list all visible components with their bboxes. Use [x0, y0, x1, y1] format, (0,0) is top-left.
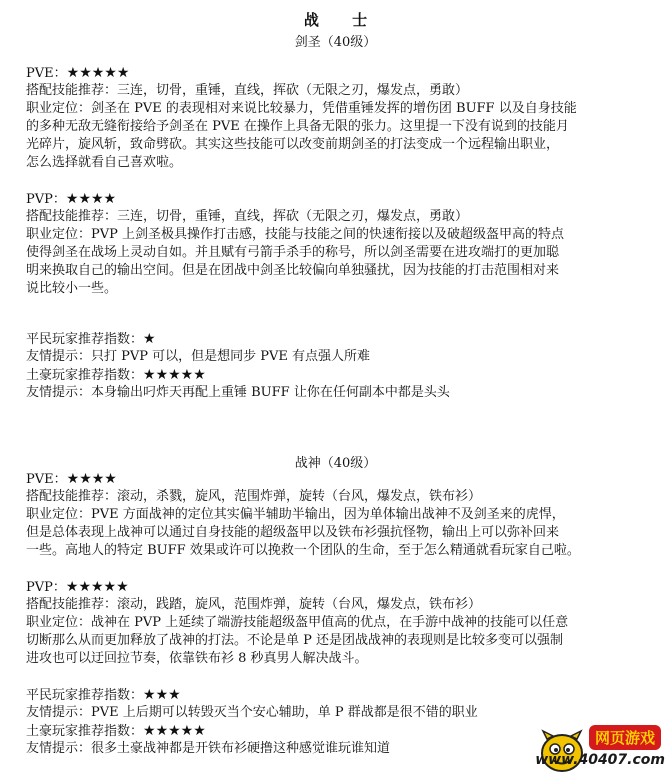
s1-pve-stars: ★★★★★ — [66, 65, 130, 81]
s1-rich-rating — [26, 366, 646, 385]
s2-pve-label: PVE： — [26, 472, 67, 487]
s1-pve-skills: 搭配技能推荐：三连，切骨，重锤，直线，挥砍（无限之刃，爆发点，勇敢） — [26, 83, 469, 98]
s2-pve-stars: ★★★★ — [66, 471, 117, 487]
s1-pvp-skills: 搭配技能推荐：三连，切骨，重锤，直线，挥砍（无限之刃，爆发点，勇敢） — [26, 209, 469, 224]
watermark-url: www.40407.com — [535, 752, 665, 768]
s1-pve-rating — [26, 64, 646, 83]
s1-pve-label: PVE： — [26, 66, 67, 81]
s1-pve-desc-line: 职业定位：剑圣在 PVE 的表现相对来说比较暴力，凭借重锤发挥的增伤团 BUFF 以及自身技能 — [26, 101, 577, 116]
s2-rich-tip: 友情提示：很多土豪战神都是开铁布衫硬撸这种感觉谁玩谁知道 — [26, 741, 391, 756]
s1-pvp-label: PVP： — [26, 192, 66, 207]
s1-civ-stars: ★ — [143, 331, 156, 347]
s1-civ-tip: 友情提示：只打 PVP 可以，但是想同步 PVE 有点强人所难 — [26, 349, 371, 364]
doc-title: 战 士 — [303, 11, 382, 29]
s1-rich-stars: ★★★★★ — [143, 367, 206, 383]
s1-pve-desc-line: 光碎片，旋风斩，致命劈砍。其实这些技能可以改变前期剑圣的打法变成一个远程输出职业， — [26, 137, 560, 152]
s1-pvp-desc-line: 使得剑圣在战场上灵动自如。并且赋有弓箭手杀手的称号，所以剑圣需要在进攻端打的更加聪 — [26, 245, 560, 260]
s2-rich-label: 土豪玩家推荐指数： — [26, 724, 144, 739]
s2-pvp-desc-line: 进攻也可以迂回拉节奏，依靠铁布衫 8 秒真男人解决战斗。 — [26, 651, 368, 666]
s2-pve-rating — [26, 470, 646, 489]
s2-pve-desc-line: 一些。高地人的特定 BUFF 效果或许可以挽救一个团队的生命，至于怎么精通就看玩家自己啦。 — [26, 543, 580, 558]
s2-civ-rating — [26, 686, 646, 705]
s1-civ-label: 平民玩家推荐指数： — [26, 332, 144, 347]
s2-pvp-stars: ★★★★★ — [65, 579, 129, 595]
s2-pve-desc-line: 但是总体表现上战神可以通过自身技能的超级盔甲以及铁布衫强抗怪物，输出上可以弥补回来 — [26, 525, 560, 540]
s2-pve-desc-line: 职业定位：PVE 方面战神的定位其实偏半辅助半输出，因为单体输出战神不及剑圣来的虎悍， — [26, 507, 565, 522]
s1-rich-label: 土豪玩家推荐指数： — [26, 368, 144, 383]
s2-civ-label: 平民玩家推荐指数： — [26, 688, 144, 703]
s1-rich-tip: 友情提示：本身输出叼炸天再配上重锤 BUFF 让你在任何副本中都是头头 — [26, 385, 450, 400]
s1-pvp-desc-line: 职业定位：PVP 上剑圣极具操作打击感，技能与技能之间的快速衔接以及破超级盔甲高的特点 — [26, 227, 565, 242]
s2-civ-stars: ★★★ — [143, 687, 181, 703]
s2-civ-tip: 友情提示：PVE 上后期可以转毁灭当个安心辅助，单 P 群战都是很不错的职业 — [26, 705, 478, 720]
s2-pvp-rating — [26, 578, 646, 597]
s2-pvp-desc-line: 切断那么从而更加释放了战神的打法。不论是单 P 还是团战战神的表现则是比较多变可以强制 — [26, 633, 564, 648]
watermark-name: 网页游戏 — [589, 725, 661, 750]
s1-pvp-stars: ★★★★ — [65, 191, 117, 207]
s1-pve-desc-line: 怎么选择就看自己喜欢啦。 — [26, 155, 183, 170]
site-watermark-logo — [535, 725, 667, 775]
s2-pvp-label: PVP： — [26, 580, 66, 595]
s2-rich-stars: ★★★★★ — [143, 723, 206, 739]
s1-civ-rating — [26, 330, 646, 349]
section2-title: 战神（40级） — [294, 456, 377, 471]
s2-pve-skills: 搭配技能推荐：滚动，杀戮，旋风，范围炸弹，旋转（台风，爆发点，铁布衫） — [26, 489, 482, 504]
s2-pvp-desc-line: 职业定位：战神在 PVP 上延续了端游技能超级盔甲值高的优点，在手游中战神的技能可以任意 — [26, 615, 569, 630]
s1-pvp-desc-line: 明来换取自己的输出空间。但是在团战中剑圣比较偏向单独骚扰，因为技能的打击范围相对来 — [26, 263, 560, 278]
s2-pvp-skills: 搭配技能推荐：滚动，践踏，旋风，范围炸弹，旋转（台风，爆发点，铁布衫） — [26, 597, 482, 612]
s1-pvp-desc-line: 说比较小一些。 — [26, 281, 118, 296]
s1-pvp-rating — [26, 190, 646, 209]
section1-title: 剑圣（40级） — [294, 35, 377, 50]
s1-pve-desc-line: 的多种无敌无缝衔接给予剑圣在 PVE 在操作上具备无限的张力。这里提一下没有说到的技能月 — [26, 119, 569, 134]
